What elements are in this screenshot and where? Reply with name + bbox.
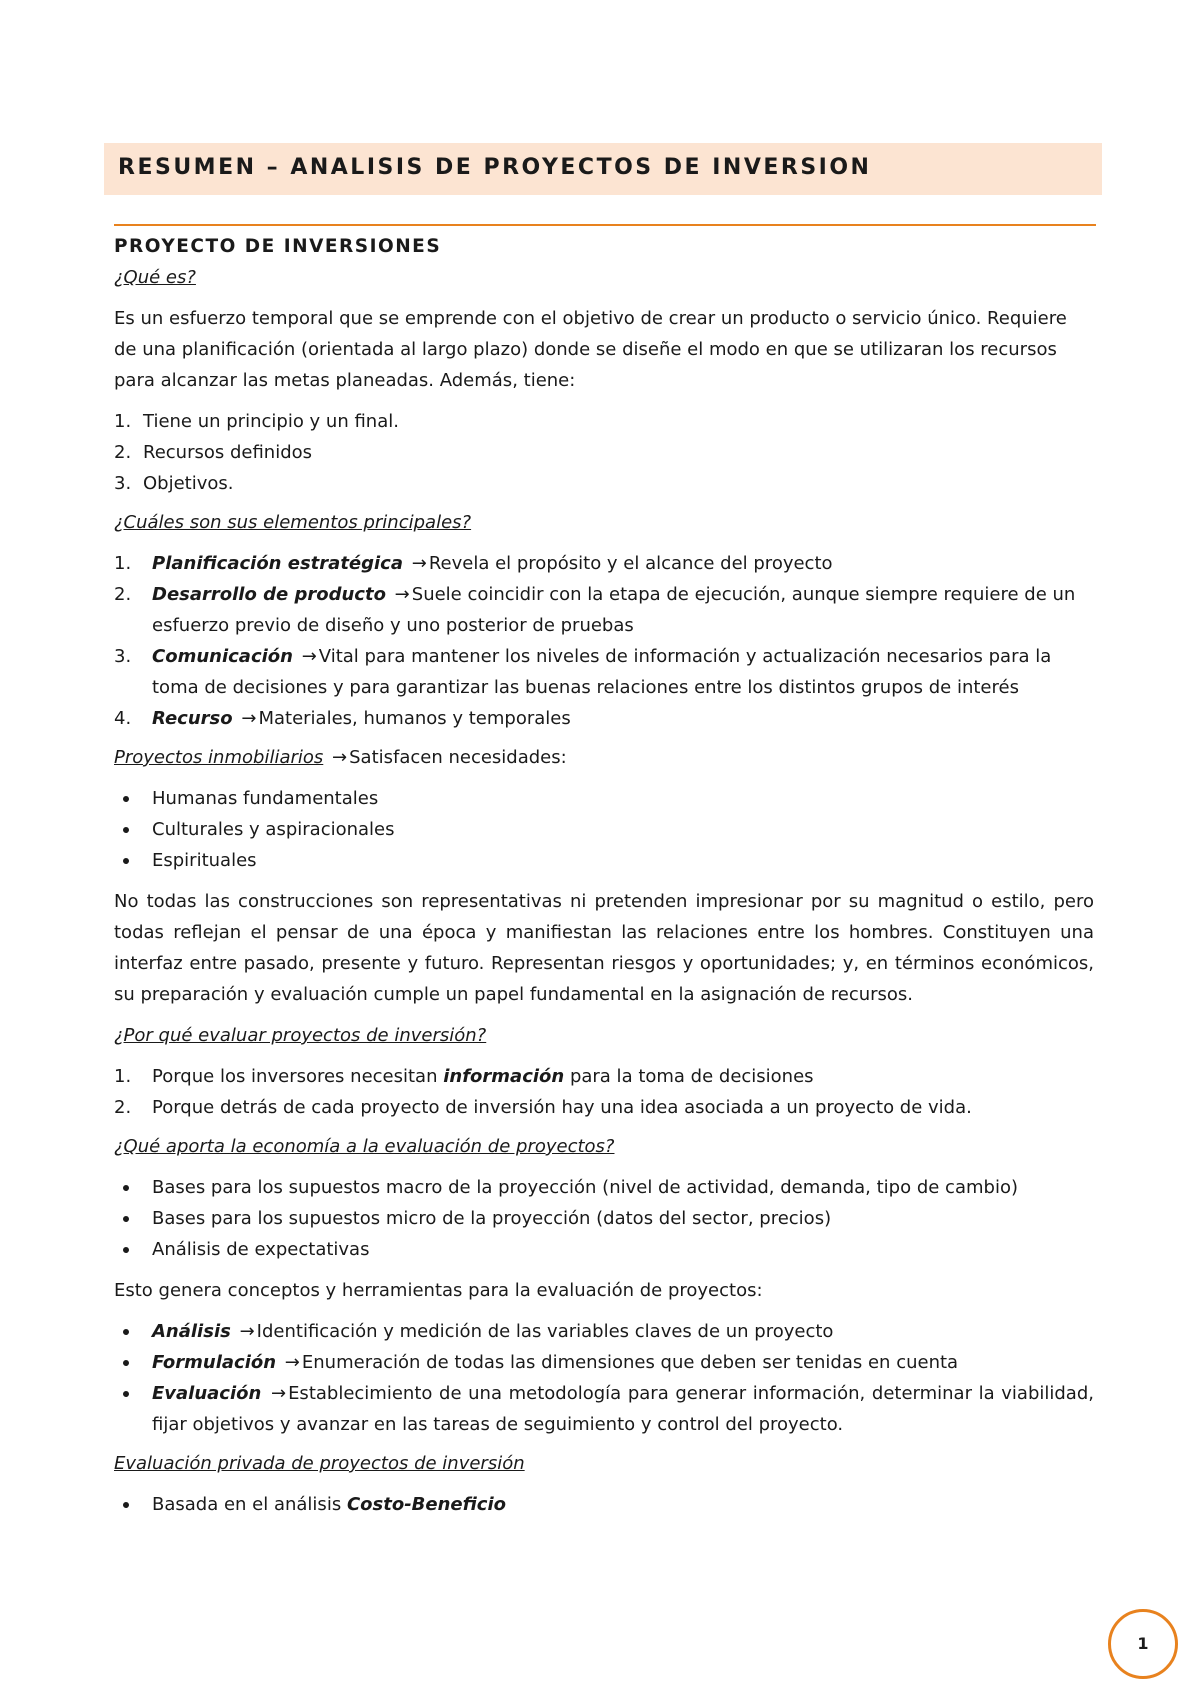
list-item-text: Humanas fundamentales <box>152 788 379 809</box>
list-item <box>114 1316 1094 1347</box>
reasons-list <box>114 1061 1094 1123</box>
list-item-text: Establecimiento de una metodología para generar información, determinar la viabilidad, fijar objetivos y avanzar en las tareas de seguimiento y control del proyecto. <box>152 1383 1094 1435</box>
list-item-text: Bases para los supuestos micro de la proyección (datos del sector, precios) <box>152 1208 832 1229</box>
list-item-text: Objetivos. <box>143 473 234 494</box>
term: Evaluación <box>152 1383 262 1404</box>
bullet-icon <box>123 1216 129 1222</box>
list-item-text: Tiene un principio y un final. <box>143 411 399 432</box>
section-divider <box>114 224 1096 226</box>
list-item-text: Suele coincidir con la etapa de ejecución, aunque siempre requiere de un esfuerzo previo de diseño y uno posterior de pruebas <box>152 584 1076 636</box>
bullet-icon <box>123 1329 129 1335</box>
private-evaluation-heading: Evaluación privada de proyectos de inversión <box>114 1453 525 1474</box>
bullet-icon <box>123 1502 129 1508</box>
bullet-icon <box>123 827 129 833</box>
list-number: 2. <box>114 584 132 605</box>
term: Desarrollo de producto <box>152 584 386 605</box>
question-what-is: ¿Qué es? <box>114 267 196 288</box>
bullet-icon <box>123 1185 129 1191</box>
term: Formulación <box>152 1352 277 1373</box>
arrow-icon: → <box>394 584 410 605</box>
list-number: 2. <box>114 442 132 463</box>
list-item-text: Basada en el análisis <box>152 1494 342 1515</box>
list-number: 1. <box>114 553 132 574</box>
list-item <box>114 783 1094 814</box>
list-number: 4. <box>114 708 132 729</box>
list-item <box>114 845 1094 876</box>
term: Comunicación <box>152 646 293 667</box>
section-heading: PROYECTO DE INVERSIONES <box>114 236 442 257</box>
list-item <box>114 641 1094 703</box>
list-item <box>114 579 1094 641</box>
document-title: RESUMEN – ANALISIS DE PROYECTOS DE INVERSION <box>118 155 872 180</box>
list-item <box>114 406 1094 437</box>
list-item-text: Revela el propósito y el alcance del proyecto <box>428 553 833 574</box>
arrow-icon: → <box>411 553 427 574</box>
tools-list <box>114 1316 1094 1440</box>
list-item-text: Porque los inversores necesitan <box>152 1066 438 1087</box>
arrow-icon: → <box>284 1352 300 1373</box>
constructions-paragraph: No todas las construcciones son representativas ni pretenden impresionar por su magnitud o estilo, pero todas reflejan el pensar de una época y manifiestan las relaciones entre los hombres. Constituyen una interfaz entre pasado, presente y futuro. Representan riesgos y oportunidades; y, en términos económicos, su preparación y evaluación cumple un papel fundamental en la asignación de recursos. <box>114 891 1094 1005</box>
arrow-icon: → <box>332 747 348 768</box>
list-item <box>114 1378 1094 1440</box>
list-item-text: Vital para mantener los niveles de información y actualización necesarios para la toma de decisiones y para garantizar las buenas relaciones entre los distintos grupos de interés <box>152 646 1052 698</box>
list-item <box>114 1234 1094 1265</box>
title-band <box>104 143 1102 195</box>
document-body <box>114 232 1094 1520</box>
list-item <box>114 814 1094 845</box>
list-number: 3. <box>114 646 132 667</box>
list-item <box>114 1489 1094 1520</box>
list-item-text: Recursos definidos <box>143 442 313 463</box>
real-estate-label: Proyectos inmobiliarios <box>114 747 324 768</box>
term: Planificación estratégica <box>152 553 403 574</box>
emphasis: información <box>443 1066 565 1087</box>
question-economy-contribution: ¿Qué aporta la economía a la evaluación de proyectos? <box>114 1136 615 1157</box>
list-number: 3. <box>114 473 132 494</box>
list-item-text: Bases para los supuestos macro de la proyección (nivel de actividad, demanda, tipo de cambio) <box>152 1177 1018 1198</box>
elements-list <box>114 548 1094 734</box>
list-item <box>114 437 1094 468</box>
list-number: 1. <box>114 411 132 432</box>
bullet-icon <box>123 1247 129 1253</box>
emphasis: Costo-Beneficio <box>346 1494 506 1515</box>
arrow-icon: → <box>301 646 317 667</box>
arrow-icon: → <box>241 708 257 729</box>
question-main-elements: ¿Cuáles son sus elementos principales? <box>114 512 472 533</box>
list-item-text: Porque detrás de cada proyecto de inversión hay una idea asociada a un proyecto de vida. <box>152 1097 972 1118</box>
page-number: 1 <box>1108 1609 1178 1679</box>
bullet-icon <box>123 796 129 802</box>
real-estate-line <box>114 742 1094 773</box>
arrow-icon: → <box>239 1321 255 1342</box>
tools-intro: Esto genera conceptos y herramientas para la evaluación de proyectos: <box>114 1280 763 1301</box>
bullet-icon <box>123 1391 129 1397</box>
needs-list <box>114 783 1094 876</box>
list-item <box>114 1061 1094 1092</box>
list-item-text: Análisis de expectativas <box>152 1239 370 1260</box>
list-item <box>114 468 1094 499</box>
contributions-list <box>114 1172 1094 1265</box>
term: Recurso <box>152 708 233 729</box>
bullet-icon <box>123 858 129 864</box>
list-item-text: Espirituales <box>152 850 257 871</box>
list-item-text: para la toma de decisiones <box>569 1066 814 1087</box>
definition-paragraph: Es un esfuerzo temporal que se emprende con el objetivo de crear un producto o servicio único. Requiere de una planificación (orientada al largo plazo) donde se diseñe el modo en que se utilizaran los recursos para alcanzar las metas planeadas. Además, tiene: <box>114 308 1067 391</box>
arrow-icon: → <box>270 1383 287 1404</box>
bullet-icon <box>123 1360 129 1366</box>
list-item-text: Culturales y aspiracionales <box>152 819 395 840</box>
list-item <box>114 703 1094 734</box>
question-why-evaluate: ¿Por qué evaluar proyectos de inversión? <box>114 1025 487 1046</box>
term: Análisis <box>152 1321 231 1342</box>
list-item-text: Materiales, humanos y temporales <box>258 708 571 729</box>
list-item <box>114 1092 1094 1123</box>
list-item <box>114 1203 1094 1234</box>
list-item-text: Identificación y medición de las variables claves de un proyecto <box>256 1321 834 1342</box>
list-item <box>114 1172 1094 1203</box>
list-item <box>114 548 1094 579</box>
list-number: 1. <box>114 1066 132 1087</box>
real-estate-text: Satisfacen necesidades: <box>349 747 567 768</box>
features-list <box>114 406 1094 499</box>
private-evaluation-list <box>114 1489 1094 1520</box>
list-item <box>114 1347 1094 1378</box>
list-number: 2. <box>114 1097 132 1118</box>
list-item-text: Enumeración de todas las dimensiones que deben ser tenidas en cuenta <box>301 1352 959 1373</box>
